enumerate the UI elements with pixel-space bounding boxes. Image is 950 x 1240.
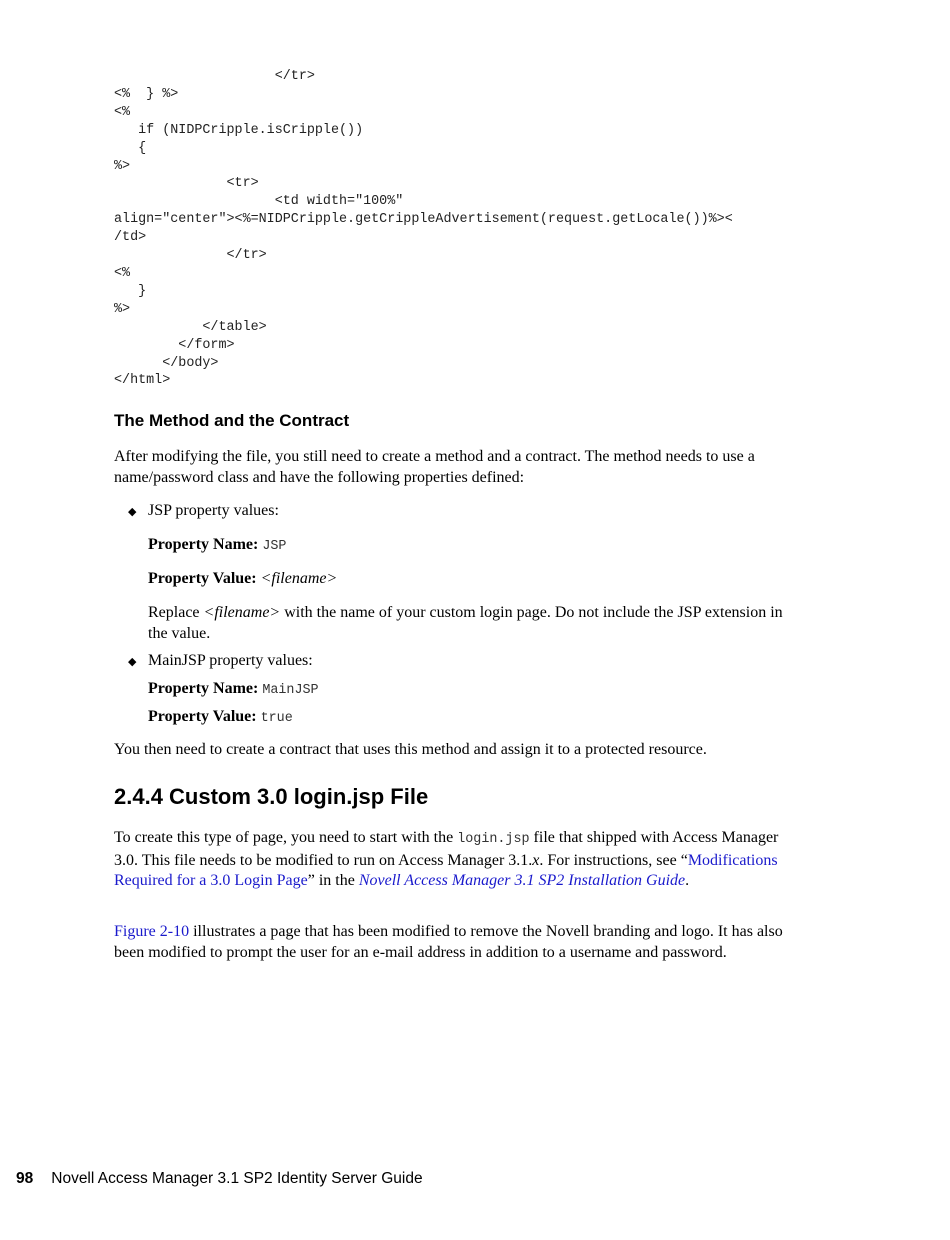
italic-x: x: [532, 851, 540, 869]
text: ” in the: [307, 872, 359, 889]
section-heading: The Method and the Contract: [114, 411, 350, 430]
book-title: Novell Access Manager 3.1 SP2 Identity Server Guide: [51, 1170, 423, 1187]
property-name-label: Property Name:: [148, 536, 259, 553]
property-name-value: JSP: [262, 539, 287, 554]
replace-post: with the name of your custom login page. Do not include the JSP extension in the value.: [148, 604, 783, 642]
code-block: </tr> <% } %> <% if (NIDPCripple.isCripple()) { %> <tr> <td width="100%" align="center"><%=NIDPCripple.getCrippleAdvertisement(request.getLocale())%>< /td> </tr> <% } %> </table> </form> </body> </html>: [114, 69, 733, 389]
figure-link[interactable]: Figure 2-10: [114, 923, 190, 940]
mainjsp-property-name: [148, 679, 798, 702]
bullet-diamond-icon: ◆: [128, 506, 137, 518]
page-number: 98: [16, 1170, 34, 1187]
inline-code: login.jsp: [457, 832, 530, 847]
text: file that shipped with Access Manager 3.0. This file needs to be modified to run on Access Manager 3.1.: [114, 829, 779, 869]
jsp-property-value: [148, 569, 798, 590]
replace-pre: Replace: [148, 604, 204, 621]
property-value-value: <filename>: [260, 570, 338, 587]
replace-filename: <filename>: [203, 604, 281, 621]
installation-guide-link[interactable]: Novell Access Manager 3.1 SP2 Installation Guide: [358, 872, 686, 889]
replace-note: [148, 603, 798, 644]
property-name-label: Property Name:: [148, 680, 259, 697]
bullet-mainjsp-label: MainJSP property values:: [148, 652, 313, 669]
text: . For instructions, see “: [539, 851, 688, 869]
intro-paragraph: After modifying the file, you still need to create a method and a contract. The method needs to use a name/password class and have the following properties defined:: [114, 448, 755, 486]
property-name-value: MainJSP: [262, 683, 319, 698]
text: .: [685, 872, 690, 889]
text: illustrates a page that has been modified to remove the Novell branding and logo. It has also been modified to prompt the user for an e-mail address in addition to a username and password.: [114, 923, 783, 961]
login-jsp-paragraph: [114, 828, 804, 892]
bullet-jsp-label: JSP property values:: [148, 502, 279, 519]
section-title: 2.4.4 Custom 3.0 login.jsp File: [114, 784, 429, 809]
bullet-diamond-icon: ◆: [128, 656, 137, 668]
mainjsp-property-value: [148, 707, 798, 730]
property-value-value: true: [260, 711, 293, 726]
property-value-label: Property Value:: [148, 570, 257, 587]
modifications-link[interactable]: Modifications Required for a 3.0 Login Page: [114, 851, 778, 889]
page-footer: [16, 1170, 423, 1188]
contract-paragraph: You then need to create a contract that uses this method and assign it to a protected resource.: [114, 741, 707, 758]
text: To create this type of page, you need to start with the: [114, 829, 458, 846]
jsp-property-name: [148, 535, 798, 558]
property-value-label: Property Value:: [148, 708, 257, 725]
figure-paragraph: [114, 922, 804, 963]
